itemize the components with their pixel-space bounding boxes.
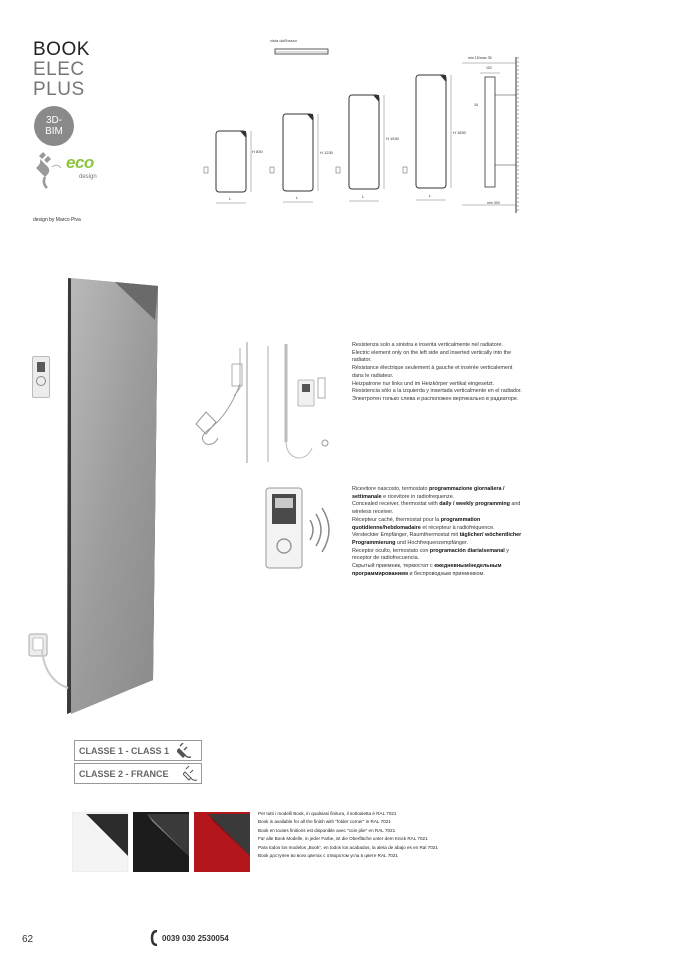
receiver-fr-bold: programmation quotidienne/hebdomadaire: [352, 516, 481, 531]
side-view: [462, 57, 518, 213]
receiver-de-post: und Hochfrequenzempfänger.: [395, 539, 468, 546]
receiver-es-post: y receptor de radiofrecuencia.: [352, 547, 510, 562]
eco-logo-subtext: design: [79, 174, 97, 180]
height-label-1830: H 1830: [453, 130, 466, 135]
class2-box: [74, 763, 202, 784]
height-label-1530: H 1530: [386, 136, 399, 141]
finish-line-es: Para todos los modelos „Book", en todos los acabados, la aleta de abajo es en Ral 7021: [258, 844, 438, 850]
elevation-h1230: [270, 114, 318, 202]
side-dim-wall: min 15/max 35: [468, 56, 492, 60]
phone-contact[interactable]: [150, 930, 229, 946]
bim-badge-line2: BIM: [45, 126, 63, 137]
receiver-en-post: and wireless receiver.: [352, 501, 521, 516]
finish-line-en: Book is available for all the finish with "folder corner" in RAL 7021: [258, 819, 391, 825]
side-dim-34: 34: [474, 103, 478, 107]
product-title-elec: ELEC: [33, 59, 85, 80]
designer-credit: design by Marco Piva: [33, 217, 81, 223]
top-view-label: vista dall'basso: [270, 38, 297, 43]
heating-element-it: Resistenza solo a sinistra e inserita verticalmente nel radiatore.: [352, 342, 504, 348]
receiver-it-pre: Ricevitore nascosto, termostato: [352, 486, 429, 492]
receiver-en-pre: Concealed receiver, thermostat with: [352, 501, 440, 508]
swatch-red: [194, 812, 250, 872]
width-label-1: L: [229, 196, 232, 201]
eco-logo-text: eco: [66, 153, 94, 172]
heating-element-ru: Электротен только слева и расположен вертикально в радиаторе.: [352, 395, 519, 402]
finish-swatches: [72, 812, 252, 872]
elevation-h1830: [403, 75, 451, 200]
width-label-4: L: [429, 193, 432, 198]
receiver-fr-post: et récepteur à radiofréquence.: [420, 524, 495, 531]
bim-badge[interactable]: [34, 106, 74, 146]
bim-badge-line1: 3D-: [45, 115, 63, 126]
receiver-de-bold: täglicher/ wöchentlicher Programmierung: [352, 532, 522, 546]
receiver-en-bold: daily / weekly programming: [439, 501, 510, 508]
technical-drawing: [200, 45, 530, 215]
phone-icon: [150, 930, 160, 946]
plug-outline-icon: [183, 766, 199, 782]
elevation-h1530: [336, 95, 384, 201]
receiver-it-post: e ricevitore in radiofrequenze.: [381, 493, 455, 500]
receiver-description: [352, 486, 530, 578]
width-label-3: L: [362, 194, 365, 199]
heating-element-en: Electric element only on the left side and inserted vertically into the radiator.: [352, 349, 512, 364]
finish-line-it: Per tutti i modelli Book, in qualsiasi finitura, il sottoaletta è RAL 7021: [258, 811, 397, 816]
swatch-black: [133, 812, 189, 872]
product-title-plus: PLUS: [33, 79, 85, 100]
heating-element-es: Resistencia sólo a la izquierda y insertada verticalmente en el radiador.: [352, 388, 522, 395]
product-title-book: BOOK: [33, 39, 90, 60]
receiver-es-bold: programación diaria/semanal: [429, 547, 505, 554]
heating-element-de: Heizpatrone nur links und im Heizkörper vertikal eingesetzt.: [352, 380, 495, 387]
heating-element-description: [352, 342, 524, 404]
receiver-fr-pre: Récepteur caché, thermostat pour la: [352, 516, 441, 523]
width-label-2: L: [296, 195, 299, 200]
class1-box: [74, 740, 202, 761]
thermostat-remote-illustration: [260, 484, 340, 574]
finish-line-de: Für alle Book Modelle, in jeder Farbe, ist die Oberfläche unter dem Knick RAL 7021: [258, 836, 428, 842]
page-number: 62: [22, 934, 34, 945]
wall-thermostat-icon: [32, 356, 50, 398]
finish-line-ru: Book доступен во всех цветах с отворотом угла в цвете RAL 7021: [258, 853, 398, 859]
receiver-ru-post: и беспроводным приемником.: [407, 570, 485, 577]
receiver-es-pre: Receptor oculto, termostato con: [352, 547, 430, 554]
phone-number: 0039 030 2530054: [162, 933, 229, 943]
class2-label: CLASSE 2 - FRANCE: [79, 768, 169, 779]
radiator-photo: [20, 270, 170, 720]
receiver-de-pre: Versteckter Empfänger, Raumthermostat mit: [352, 532, 460, 539]
height-label-1230: H 1230: [320, 150, 333, 155]
heating-element-illustration: [188, 338, 338, 468]
side-dim-min300: min 300: [487, 201, 500, 205]
receiver-it-bold: programmazione giornaliera / settimanale: [352, 486, 505, 500]
heating-element-fr: Résistance électrique seulement à gauche et insérée verticalement dans le radiateur.: [352, 365, 513, 379]
elevation-h830: [204, 131, 251, 203]
swatch-white: [72, 812, 128, 872]
height-label-830: H 830: [252, 149, 263, 154]
class1-label: CLASSE 1 - CLASS 1: [79, 745, 170, 756]
side-dim-102: 102: [486, 66, 492, 70]
receiver-ru-pre: Скрытый приемник, термостат с: [352, 563, 435, 570]
plug-icon: [177, 743, 193, 759]
receiver-ru-bold: ежедневным/недельным программированием: [352, 563, 502, 577]
finish-line-fr: Book en toutes finitions est disponible avec "coin plie" en RAL 7021: [258, 827, 396, 833]
finish-description: [258, 810, 488, 860]
